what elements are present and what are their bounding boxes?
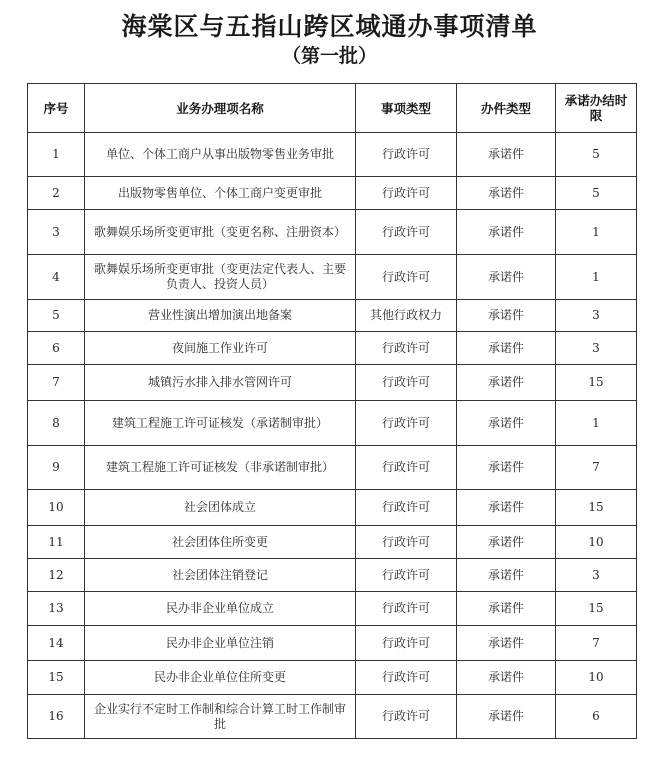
document-subtitle: （第一批） bbox=[281, 45, 377, 67]
table-row bbox=[28, 133, 637, 177]
table-row bbox=[28, 255, 637, 300]
cell-item-type: 行政许可 bbox=[356, 365, 457, 401]
cell-time-limit: 1 bbox=[556, 255, 637, 300]
cell-item-type: 行政许可 bbox=[356, 177, 457, 210]
cell-time-limit: 15 bbox=[556, 592, 637, 626]
table-row bbox=[28, 401, 637, 446]
cell-case-type: 承诺件 bbox=[457, 177, 556, 210]
cell-item-name: 社会团体注销登记 bbox=[85, 559, 356, 592]
cell-item-type: 行政许可 bbox=[356, 446, 457, 490]
cell-serial-number: 5 bbox=[28, 300, 85, 332]
cell-case-type: 承诺件 bbox=[457, 695, 556, 739]
cell-serial-number: 4 bbox=[28, 255, 85, 300]
cell-item-type: 行政许可 bbox=[356, 592, 457, 626]
cell-item-name: 民办非企业单位成立 bbox=[85, 592, 356, 626]
cell-time-limit: 7 bbox=[556, 626, 637, 661]
cell-case-type: 承诺件 bbox=[457, 255, 556, 300]
cell-item-type: 行政许可 bbox=[356, 332, 457, 365]
table-row bbox=[28, 695, 637, 739]
cell-case-type: 承诺件 bbox=[457, 401, 556, 446]
cell-item-name: 企业实行不定时工作制和综合计算工时工作制审批 bbox=[85, 695, 356, 739]
table-row bbox=[28, 661, 637, 695]
table-row bbox=[28, 559, 637, 592]
table-row bbox=[28, 592, 637, 626]
cell-time-limit: 7 bbox=[556, 446, 637, 490]
cell-item-type: 行政许可 bbox=[356, 695, 457, 739]
cell-serial-number: 14 bbox=[28, 626, 85, 661]
cell-time-limit: 1 bbox=[556, 210, 637, 255]
cell-serial-number: 3 bbox=[28, 210, 85, 255]
cell-item-type: 行政许可 bbox=[356, 255, 457, 300]
cell-serial-number: 15 bbox=[28, 661, 85, 695]
cell-item-type: 行政许可 bbox=[356, 526, 457, 559]
cell-serial-number: 16 bbox=[28, 695, 85, 739]
header-serial-number: 序号 bbox=[28, 84, 85, 133]
cell-item-type: 行政许可 bbox=[356, 401, 457, 446]
table-row bbox=[28, 526, 637, 559]
cell-case-type: 承诺件 bbox=[457, 559, 556, 592]
header-time-limit: 承诺办结时限 bbox=[556, 84, 637, 133]
cell-item-name: 社会团体住所变更 bbox=[85, 526, 356, 559]
document-title: 海棠区与五指山跨区域通办事项清单 bbox=[121, 12, 538, 41]
cell-item-type: 行政许可 bbox=[356, 133, 457, 177]
cell-case-type: 承诺件 bbox=[457, 210, 556, 255]
cell-case-type: 承诺件 bbox=[457, 592, 556, 626]
cell-serial-number: 12 bbox=[28, 559, 85, 592]
cell-serial-number: 9 bbox=[28, 446, 85, 490]
cell-case-type: 承诺件 bbox=[457, 526, 556, 559]
cell-item-type: 其他行政权力 bbox=[356, 300, 457, 332]
table-row bbox=[28, 332, 637, 365]
cell-time-limit: 15 bbox=[556, 365, 637, 401]
cell-case-type: 承诺件 bbox=[457, 626, 556, 661]
table-row bbox=[28, 446, 637, 490]
cell-case-type: 承诺件 bbox=[457, 332, 556, 365]
cell-serial-number: 2 bbox=[28, 177, 85, 210]
table-row bbox=[28, 365, 637, 401]
header-item-type: 事项类型 bbox=[356, 84, 457, 133]
cell-item-name: 出版物零售单位、个体工商户变更审批 bbox=[85, 177, 356, 210]
table-row bbox=[28, 210, 637, 255]
cell-time-limit: 1 bbox=[556, 401, 637, 446]
cell-item-type: 行政许可 bbox=[356, 490, 457, 526]
cell-item-name: 城镇污水排入排水管网许可 bbox=[85, 365, 356, 401]
cell-item-name: 民办非企业单位住所变更 bbox=[85, 661, 356, 695]
cell-time-limit: 10 bbox=[556, 661, 637, 695]
cell-case-type: 承诺件 bbox=[457, 365, 556, 401]
cell-item-name: 建筑工程施工许可证核发（非承诺制审批） bbox=[85, 446, 356, 490]
cell-time-limit: 15 bbox=[556, 490, 637, 526]
cell-serial-number: 6 bbox=[28, 332, 85, 365]
cell-case-type: 承诺件 bbox=[457, 133, 556, 177]
table-header-row bbox=[28, 84, 637, 133]
header-case-type: 办件类型 bbox=[457, 84, 556, 133]
cell-item-name: 歌舞娱乐场所变更审批（变更法定代表人、主要负责人、投资人员） bbox=[85, 255, 356, 300]
cell-case-type: 承诺件 bbox=[457, 490, 556, 526]
cell-time-limit: 3 bbox=[556, 300, 637, 332]
table-row bbox=[28, 300, 637, 332]
services-table bbox=[27, 83, 637, 739]
cell-item-name: 单位、个体工商户从事出版物零售业务审批 bbox=[85, 133, 356, 177]
cell-item-type: 行政许可 bbox=[356, 661, 457, 695]
cell-case-type: 承诺件 bbox=[457, 446, 556, 490]
cell-item-type: 行政许可 bbox=[356, 559, 457, 592]
cell-serial-number: 10 bbox=[28, 490, 85, 526]
header-item-name: 业务办理项名称 bbox=[85, 84, 356, 133]
cell-time-limit: 3 bbox=[556, 559, 637, 592]
cell-serial-number: 13 bbox=[28, 592, 85, 626]
table-row bbox=[28, 490, 637, 526]
cell-serial-number: 8 bbox=[28, 401, 85, 446]
cell-item-name: 营业性演出增加演出地备案 bbox=[85, 300, 356, 332]
cell-time-limit: 5 bbox=[556, 133, 637, 177]
cell-time-limit: 6 bbox=[556, 695, 637, 739]
cell-item-name: 夜间施工作业许可 bbox=[85, 332, 356, 365]
cell-item-name: 歌舞娱乐场所变更审批（变更名称、注册资本） bbox=[85, 210, 356, 255]
cell-case-type: 承诺件 bbox=[457, 661, 556, 695]
cell-time-limit: 3 bbox=[556, 332, 637, 365]
table-row bbox=[28, 177, 637, 210]
table-body bbox=[28, 133, 637, 739]
cell-item-name: 建筑工程施工许可证核发（承诺制审批） bbox=[85, 401, 356, 446]
cell-item-type: 行政许可 bbox=[356, 210, 457, 255]
cell-case-type: 承诺件 bbox=[457, 300, 556, 332]
cell-item-name: 社会团体成立 bbox=[85, 490, 356, 526]
cell-time-limit: 5 bbox=[556, 177, 637, 210]
cell-time-limit: 10 bbox=[556, 526, 637, 559]
cell-serial-number: 11 bbox=[28, 526, 85, 559]
cell-serial-number: 7 bbox=[28, 365, 85, 401]
cell-item-type: 行政许可 bbox=[356, 626, 457, 661]
cell-item-name: 民办非企业单位注销 bbox=[85, 626, 356, 661]
table-row bbox=[28, 626, 637, 661]
cell-serial-number: 1 bbox=[28, 133, 85, 177]
